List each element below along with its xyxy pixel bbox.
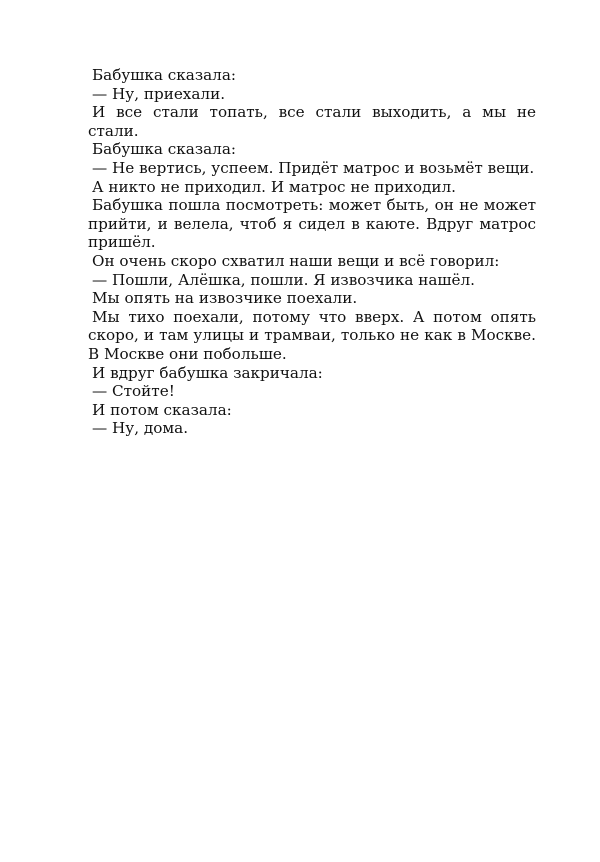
paragraph: И все стали топать, все стали выходить, а мы не стали. xyxy=(88,103,536,140)
paragraph: — Не вертись, успеем. Придёт матрос и возьмёт вещи. xyxy=(92,158,535,177)
paragraph: И потом сказала: xyxy=(92,400,232,419)
paragraph: А никто не приходил. И матрос не приходил. xyxy=(92,177,456,196)
paragraph: — Стойте! xyxy=(92,382,175,401)
story-text xyxy=(88,66,536,438)
paragraph: Бабушка пошла посмотреть: может быть, он не может прийти, и велела, чтоб я сидел в каюте. Вдруг матрос пришёл. xyxy=(88,196,536,252)
paragraph: — Ну, приехали. xyxy=(92,84,226,103)
paragraph: Он очень скоро схватил наши вещи и всё говорил: xyxy=(92,251,500,270)
paragraph: — Пошли, Алёшка, пошли. Я извозчика нашёл. xyxy=(92,270,475,289)
paragraph: Бабушка сказала: xyxy=(92,140,236,159)
paragraph: Мы опять на извозчике поехали. xyxy=(92,289,358,308)
paragraph: Бабушка сказала: xyxy=(92,66,236,84)
paragraph: — Ну, дома. xyxy=(92,419,189,438)
paragraph: Мы тихо поехали, потому что вверх. А потом опять скоро, и там улицы и трамваи, только не как в Москве. В Москве они побольше. xyxy=(88,307,536,363)
paragraph: И вдруг бабушка закричала: xyxy=(92,363,323,382)
